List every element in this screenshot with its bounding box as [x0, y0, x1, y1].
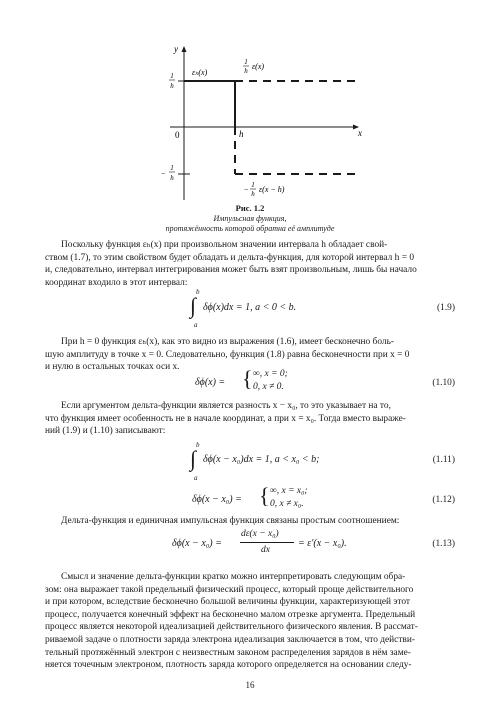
text-line: Дельта-функция и единичная импульсная функция связаны простым соотношением: [61, 516, 400, 526]
eh-label: εₕ(x) [192, 68, 208, 77]
text-line: ний (1.9) и (1.10) записывают: [45, 426, 166, 437]
paragraph-1 [45, 239, 455, 289]
paragraph-3 [45, 400, 455, 438]
eq112-case-1: ∞, x = x₀; [270, 486, 308, 496]
eq111-integral-sign: ∫ [190, 446, 197, 471]
eq19-integral-sign: ∫ [190, 293, 197, 318]
text-line: что функция имеет особенность не в начале координат, а при x = x₀. Тогда вместо выраже- [45, 413, 406, 424]
eq110-case-1: ∞, x = 0; [253, 369, 288, 379]
eq110-number: (1.10) [432, 378, 455, 388]
y-bot-sign: − [161, 169, 166, 178]
paragraph-5 [45, 571, 455, 672]
eq112-lhs: δϕ(x − x₀) = [192, 494, 242, 505]
text-line: няется точечным электроном, плотность заряда которого определяется на основании следу- [45, 660, 412, 671]
y-bot-num: 1 [170, 164, 174, 172]
paragraph-4 [45, 515, 455, 528]
text-line: Смысл и значение дельта-функции кратко можно интерпретировать следующим обра- [61, 572, 406, 582]
eq111-body: δϕ(x − x₀)dx = 1, a < x₀ < b; [203, 454, 320, 465]
origin-label: 0 [175, 130, 180, 140]
text-line: и нулю в остальных точках оси x. [45, 362, 180, 373]
figure-caption-line-1: Импульсная функция, [213, 214, 287, 223]
y-top-num: 1 [170, 72, 174, 80]
eq19-lower-limit: a [194, 321, 198, 329]
eq110-lhs: δϕ(x) = [195, 377, 226, 388]
eq110-brace: { [242, 366, 253, 391]
y-bot-den: h [170, 174, 174, 182]
text-line: ством (1.7), то этим свойством будет обладать и дельта-функция, для которой интервал h = 0 [45, 252, 415, 263]
text-line: координат входило в этот интервал: [45, 277, 188, 288]
top-frac-num: 1 [244, 58, 248, 66]
eq112-brace: { [259, 483, 270, 508]
text-line: и, следовательно, интервал интегрирования может быть взят произвольным, лишь бы начало [45, 265, 417, 276]
top-eps-label: ε(x) [252, 62, 265, 71]
h-tick-label: h [239, 129, 244, 139]
y-axis-arrow [182, 46, 187, 52]
eq111-number: (1.11) [432, 455, 455, 465]
bot-frac-num: 1 [251, 181, 255, 189]
text-line: и при котором, вследствие бесконечно большой величины функции, характеризующей этот [45, 597, 411, 608]
eq112-case-2: 0, x ≠ x₀. [270, 499, 304, 509]
text-line: Если аргументом дельта-функции является разность x − x₀, то это указывает на то, [61, 401, 391, 411]
x-axis-label: x [358, 128, 362, 138]
eq113-number: (1.13) [432, 539, 455, 549]
eq111-upper-limit: b [196, 441, 200, 449]
eq113-lhs: δϕ(x − x₀) = [172, 538, 222, 549]
text-line: процесс, получается конечный эффект на бесконечно малом отрезке аргумента. Предельный [45, 609, 416, 620]
eq113-denominator: dx [261, 545, 270, 555]
eq113-fraction-bar [240, 542, 294, 543]
bot-frac-den: h [251, 190, 255, 198]
figure-caption-line-2: протяжённость которой обратна её амплитуде [165, 224, 335, 233]
eq112-number: (1.12) [432, 495, 455, 505]
text-line: процесс является некоторой идеализацией действительного физического явления. В рассмат- [45, 622, 418, 633]
bot-eps-label: ε(x − h) [259, 185, 285, 194]
page-number: 16 [245, 680, 255, 690]
eq19-body: δϕ(x)dx = 1, a < 0 < b. [203, 302, 297, 313]
y-top-den: h [170, 82, 174, 90]
eq113-rhs: = ε′(x − x₀). [298, 538, 347, 549]
text-line: зом: она выражает такой предельный физический процесс, который проще действительного [45, 584, 414, 595]
eq111-lower-limit: a [194, 474, 198, 482]
text-line: риваемой задаче о плотности заряда электрона идеализация заключается в том, что действи- [45, 634, 415, 645]
text-line: При h = 0 функция εₕ(x), как это видно из выражения (1.6), имеет бесконечно боль- [61, 337, 394, 347]
figure-caption-title: Рис. 1.2 [235, 203, 265, 213]
eq110-case-2: 0, x ≠ 0. [253, 382, 284, 392]
impulse-function-figure [160, 40, 365, 205]
text-line: Поскольку функция εₕ(x) при произвольном значении интервала h обладает свой- [61, 240, 388, 250]
text-line: шую амплитуду в точке x = 0. Следовательно, функция (1.8) равна бесконечности при x = 0 [45, 349, 410, 360]
eq113-numerator: dε(x − x₀) [241, 529, 279, 539]
top-frac-den: h [244, 67, 248, 75]
eq19-number: (1.9) [437, 303, 455, 313]
eq19-upper-limit: b [196, 288, 200, 296]
y-axis-label: y [174, 44, 178, 54]
bot-sign: − [244, 185, 249, 194]
text-line: тельный протяжённый электрон с неизвестным законом распределения зарядов в нём заме- [45, 647, 411, 658]
